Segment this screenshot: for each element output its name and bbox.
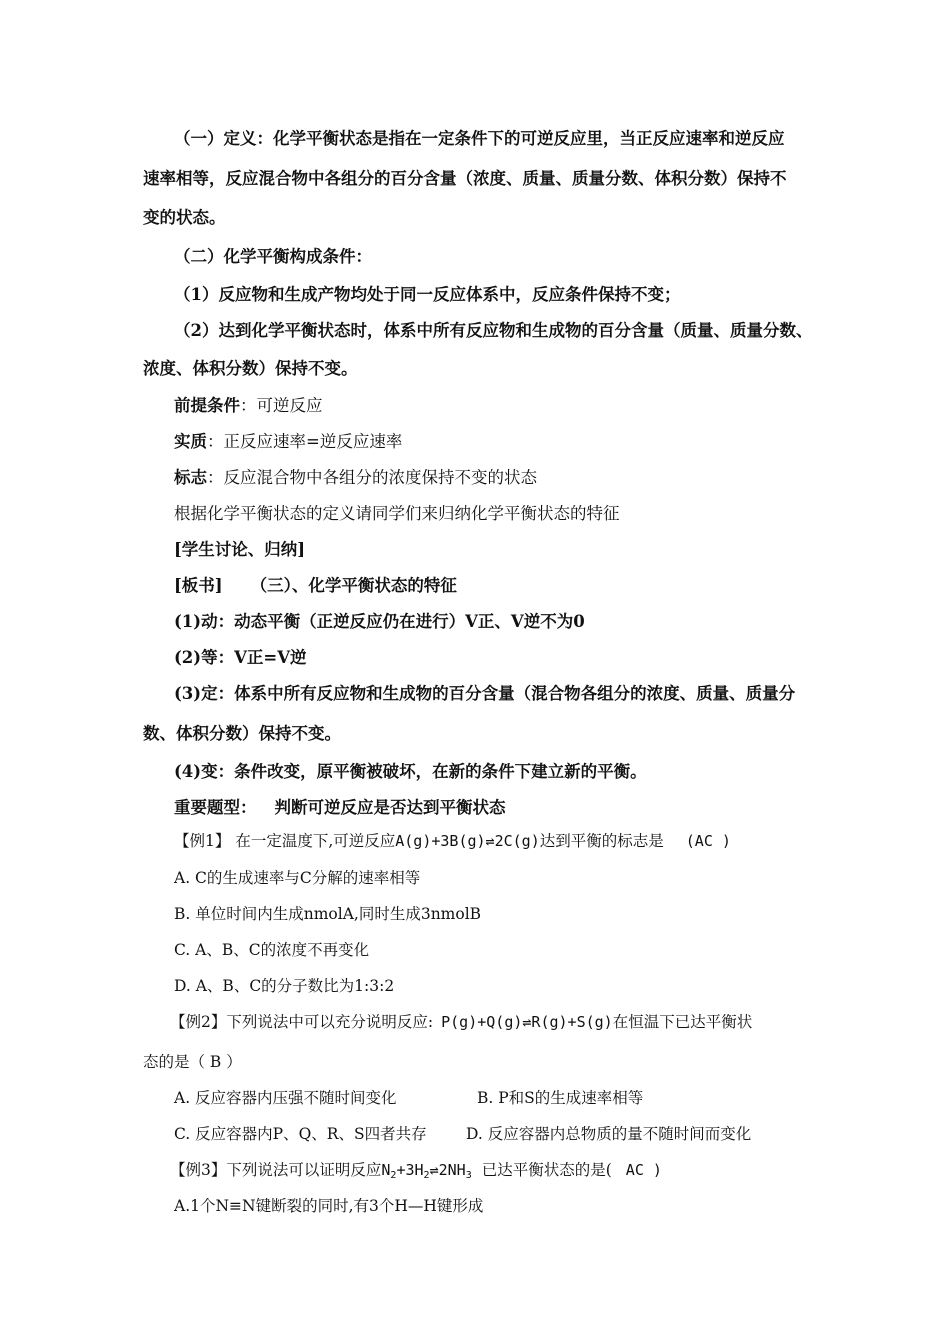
premise-line: [174, 395, 323, 417]
example-2-head: 【例2】: [170, 1013, 227, 1031]
condition-2-line-1: （2）达到化学平衡状态时，体系中所有反应物和生成物的百分含量（质量、质量分数、: [174, 321, 813, 340]
example-2-option-d: D. 反应容器内总物质的量不随时间而变化: [466, 1125, 752, 1143]
topic-text: 判断可逆反应是否达到平衡状态: [274, 798, 506, 817]
eq-arrow: ⇌2NH: [429, 1161, 466, 1179]
premise-text: ：可逆反应: [240, 396, 323, 415]
example-1-text: 在一定温度下,可逆反应: [235, 832, 396, 850]
example-2-text: 下列说法中可以充分说明反应:: [226, 1013, 434, 1031]
example-3-head: 【例3】: [170, 1161, 227, 1179]
conditions-title: （二）化学平衡构成条件：: [174, 247, 372, 266]
example-3-equation: [381, 1161, 471, 1179]
sign-line: [174, 467, 537, 489]
example-1-option-b: B. 单位时间内生成nmolA,同时生成3nmolB: [174, 905, 482, 923]
sign-label: 标志: [174, 468, 207, 487]
example-1-question: [174, 830, 731, 852]
board-label: [板书]: [174, 576, 223, 595]
eq-nh-sub: 3: [465, 1170, 472, 1181]
eq-n: N: [381, 1161, 391, 1179]
condition-1: （1）反应物和生成产物均处于同一反应体系中，反应条件保持不变；: [174, 285, 681, 304]
example-2-option-a: A. 反应容器内压强不随时间变化: [174, 1089, 397, 1107]
definition-line-3: 变的状态。: [143, 208, 226, 227]
example-3-tail: 已达平衡状态的是(: [481, 1161, 612, 1179]
example-1-tail: 达到平衡的标志是: [539, 832, 664, 850]
sign-text: ：反应混合物中各组分的浓度保持不变的状态: [207, 468, 537, 487]
essence-label: 实质: [174, 432, 207, 451]
feature-2: (2)等：V正=V逆: [174, 648, 307, 667]
feature-4: (4)变：条件改变，原平衡被破坏，在新的条件下建立新的平衡。: [174, 762, 647, 781]
topic-label: 重要题型：: [174, 798, 257, 817]
example-1-option-d: D. A、B、C的分子数比为1:3:2: [174, 977, 395, 995]
example-2-question: [170, 1011, 752, 1033]
example-1-option-a: A. C的生成速率与C分解的速率相等: [174, 869, 421, 887]
condition-2-line-2: 浓度、体积分数）保持不变。: [143, 359, 358, 378]
board-title: （三）、化学平衡状态的特征: [250, 576, 457, 595]
eq-h-sub: 2: [423, 1170, 430, 1181]
example-3-option-a: A.1个N≡N键断裂的同时,有3个H—H键形成: [174, 1197, 484, 1215]
example-3-text: 下列说法可以证明反应: [226, 1161, 382, 1179]
essence-text: ：正反应速率=逆反应速率: [207, 432, 403, 451]
eq-mid: +3H: [396, 1161, 424, 1179]
example-1-option-c: C. A、B、C的浓度不再变化: [174, 941, 370, 959]
example-1-equation: A(g)+3B(g)⇌2C(g): [395, 832, 540, 850]
eq-n-sub: 2: [390, 1170, 397, 1181]
feature-1: (1)动：动态平衡（正逆反应仍在进行）V正、V逆不为0: [174, 612, 585, 631]
example-1-head: 【例1】: [174, 832, 231, 850]
example-3-answer: AC ): [625, 1161, 662, 1179]
example-2-tail: 在恒温下已达平衡状: [612, 1013, 753, 1031]
board-line: [174, 575, 457, 597]
feature-3-line-2: 数、体积分数）保持不变。: [143, 724, 341, 743]
example-2-equation: P(g)+Q(g)⇌R(g)+S(g): [441, 1013, 613, 1031]
premise-label: 前提条件: [174, 396, 240, 415]
definition-line-2: 速率相等，反应混合物中各组分的百分含量（浓度、质量、质量分数、体积分数）保持不: [143, 169, 787, 188]
topic-line: [174, 797, 506, 819]
definition-line-1: （一）定义：化学平衡状态是指在一定条件下的可逆反应里，当正反应速率和逆反应: [174, 129, 785, 148]
example-1-answer: (AC ): [685, 832, 731, 850]
example-2-question-line-2: 态的是（ B ）: [143, 1053, 242, 1071]
discussion-line: [学生讨论、归纳]: [174, 540, 306, 559]
example-2-option-b: B. P和S的生成速率相等: [477, 1089, 644, 1107]
example-3-question: [170, 1159, 662, 1187]
feature-3-line-1: (3)定：体系中所有反应物和生成物的百分含量（混合物各组分的浓度、质量、质量分: [174, 684, 796, 703]
example-2-option-c: C. 反应容器内P、Q、R、S四者共存: [174, 1125, 427, 1143]
essence-line: [174, 431, 402, 453]
prompt-line: 根据化学平衡状态的定义请同学们来归纳化学平衡状态的特征: [174, 504, 620, 523]
